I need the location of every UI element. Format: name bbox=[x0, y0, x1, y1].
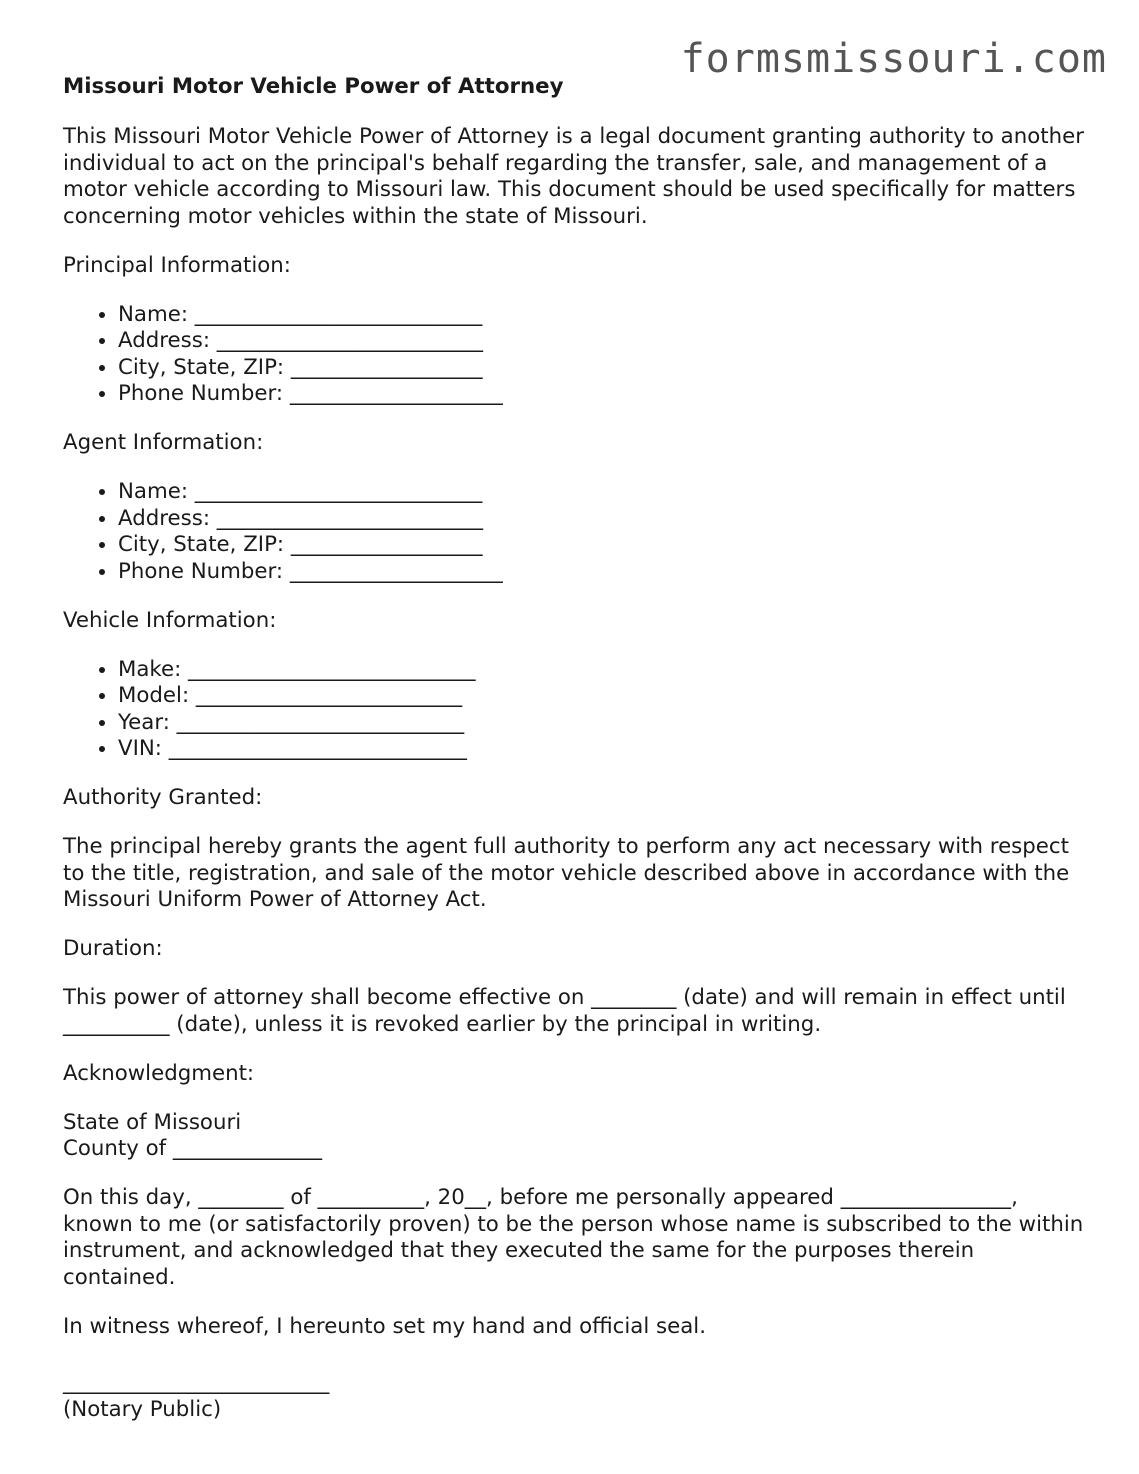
duration-paragraph: This power of attorney shall become effective on ________ (date) and will remain in effect until __________ (date), unless it is revoked earlier by the principal in writing. bbox=[63, 985, 1066, 1037]
vehicle-list bbox=[63, 657, 1093, 763]
agent-heading: Agent Information: bbox=[63, 430, 264, 455]
notary-signature-line: _________________________ bbox=[63, 1370, 330, 1395]
vehicle-year-field: • Year: ___________________________ bbox=[118, 710, 1093, 737]
vehicle-make-field: • Make: ___________________________ bbox=[118, 657, 1093, 684]
principal-phone-field: • Phone Number: ____________________ bbox=[118, 381, 1093, 408]
agent-address-field: • Address: _________________________ bbox=[118, 506, 1093, 533]
agent-phone-field: • Phone Number: ____________________ bbox=[118, 559, 1093, 586]
watermark: formsmissouri.com bbox=[680, 36, 1107, 82]
state-line: State of Missouri bbox=[63, 1109, 242, 1135]
acknowledgment-heading: Acknowledgment: bbox=[63, 1060, 255, 1086]
principal-list bbox=[63, 302, 1093, 408]
notary-signature-block bbox=[63, 1370, 1093, 1423]
county-line: County of ______________ bbox=[63, 1136, 322, 1161]
principal-heading: Principal Information: bbox=[63, 252, 291, 278]
acknowledgment-paragraph: On this day, ________ of __________, 20__, before me personally appeared ________________, known to me (or satisfactorily proven) to be the person whose name is subscribed to the within instrument, and acknowledged that they executed the same for the purposes therein contained. bbox=[63, 1185, 1084, 1290]
vehicle-model-field: • Model: _________________________ bbox=[118, 683, 1093, 710]
document-title: Missouri Motor Vehicle Power of Attorney bbox=[63, 74, 564, 99]
intro-paragraph: This Missouri Motor Vehicle Power of Attorney is a legal document granting authority to another individual to act on the principal's behalf regarding the transfer, sale, and management of a motor vehicle according to Missouri law. This document should be used specifically for matters concerning motor vehicles within the state of Missouri. bbox=[63, 124, 1084, 229]
duration-heading: Duration: bbox=[63, 936, 163, 961]
authority-paragraph: The principal hereby grants the agent full authority to perform any act necessary with respect to the title, registration, and sale of the motor vehicle described above in accordance with the Missouri Uniform Power of Attorney Act. bbox=[63, 834, 1070, 912]
agent-list bbox=[63, 479, 1093, 585]
principal-name-field: • Name: ___________________________ bbox=[118, 302, 1093, 329]
notary-signature-label: (Notary Public) bbox=[63, 1396, 222, 1422]
document-body bbox=[63, 72, 1093, 1446]
principal-address-field: • Address: _________________________ bbox=[118, 328, 1093, 355]
vehicle-vin-field: • VIN: ____________________________ bbox=[118, 736, 1093, 763]
authority-heading: Authority Granted: bbox=[63, 785, 263, 810]
agent-city-state-zip-field: • City, State, ZIP: __________________ bbox=[118, 532, 1093, 559]
venue-block bbox=[63, 1110, 1093, 1163]
witness-paragraph: In witness whereof, I hereunto set my hand and official seal. bbox=[63, 1313, 706, 1339]
agent-name-field: • Name: ___________________________ bbox=[118, 479, 1093, 506]
vehicle-heading: Vehicle Information: bbox=[63, 607, 277, 633]
principal-city-state-zip-field: • City, State, ZIP: __________________ bbox=[118, 355, 1093, 382]
